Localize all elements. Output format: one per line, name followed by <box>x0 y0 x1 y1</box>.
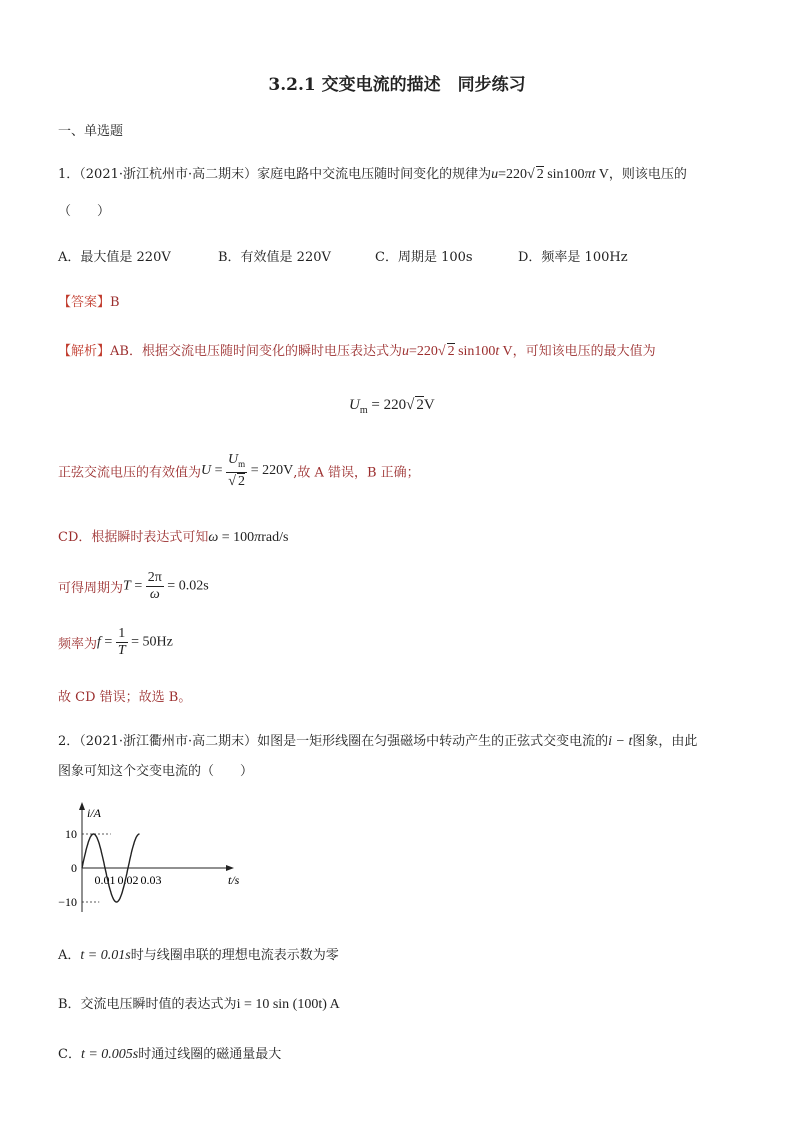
q2-option-b: B．交流电压瞬时值的表达式为i = 10 sin (100t) A <box>58 997 340 1012</box>
y-tick-label: 10 <box>65 827 77 841</box>
x-axis-label: t/s <box>228 873 240 887</box>
period-fraction: $\frac{2\pi}{\omega}$ <box>147 570 162 602</box>
q1-analysis-line1: 【解析】AB．根据交流电压随时间变化的瞬时电压表达式为u=220√ 2 sin100t V，可知该电压的最大值为 <box>58 344 656 359</box>
q1-conclusion: 故 CD 错误；故选 B。 <box>58 690 192 705</box>
q2-option-c: C．t = 0.005s时通过线圈的磁通量最大 <box>58 1047 282 1062</box>
x-tick-label: 0.01 <box>94 873 116 887</box>
q1-analysis-formula: u=220√ 2 sin100t V <box>401 344 513 359</box>
x-tick-label: 0.02 <box>117 873 139 887</box>
q1-line2: （ ） <box>58 204 111 219</box>
q2-option-a: A．t = 0.01s时与线圈串联的理想电流表示数为零 <box>58 948 339 963</box>
q1-effective-line: 正弦交流电压的有效值为U = $\frac{U_m}{√ 2}$ = 220V,故 A 错误，B 正确； <box>58 452 420 489</box>
section-heading: 一、单选题 <box>58 124 124 139</box>
y-tick-label: 0 <box>71 861 77 875</box>
y-tick-label: −10 <box>58 895 77 909</box>
eff-fraction: $\frac{U_m}{√ 2}$ <box>228 452 246 489</box>
q1-option-b: B．有效值是 220V <box>218 250 331 265</box>
x-axis-arrow <box>226 865 234 871</box>
q1-um-equation: $U_m = 220√$ 2V <box>349 397 435 416</box>
q1-option-a: A．最大值是 220V <box>58 250 171 265</box>
q2-line1: 2．（2021·浙江衢州市·高二期末）如图是一矩形线圈在匀强磁场中转动产生的正弦式交变电流的i − t图象，由此 <box>58 734 698 749</box>
q1-line1 <box>58 163 687 183</box>
y-axis-label: i/A <box>87 806 101 820</box>
page-title: 3.2.1 交变电流的描述 同步练习 <box>268 75 526 95</box>
frequency-fraction: $\frac{1}{T}$ <box>117 626 126 658</box>
q1-period-line: 可得周期为T = $\frac{2\pi}{\omega}$ = 0.02s <box>58 570 209 602</box>
q1-frequency-line: 频率为f = $\frac{1}{T}$ = 50Hz <box>58 626 173 658</box>
q1-answer: 【答案】B <box>58 295 120 310</box>
q1-cd-line: CD．根据瞬时表达式可知ω = 100πrad/s <box>58 530 289 545</box>
x-tick-label: 0.03 <box>140 873 162 887</box>
y-axis-arrow <box>79 802 85 810</box>
it-graph <box>50 800 260 915</box>
q1-option-c: C．周期是 100s <box>375 250 473 265</box>
q1-text-end: ，则该电压的 <box>608 167 687 182</box>
q2-line2: 图象可知这个交变电流的（ ） <box>58 764 254 779</box>
q1-option-d: D．频率是 100Hz <box>518 250 628 265</box>
q1-formula: u=220√ 2 sin100πt V <box>491 167 609 182</box>
q1-text: 1．（2021·浙江杭州市·高二期末）家庭电路中交流电压随时间变化的规律为 <box>58 167 492 182</box>
